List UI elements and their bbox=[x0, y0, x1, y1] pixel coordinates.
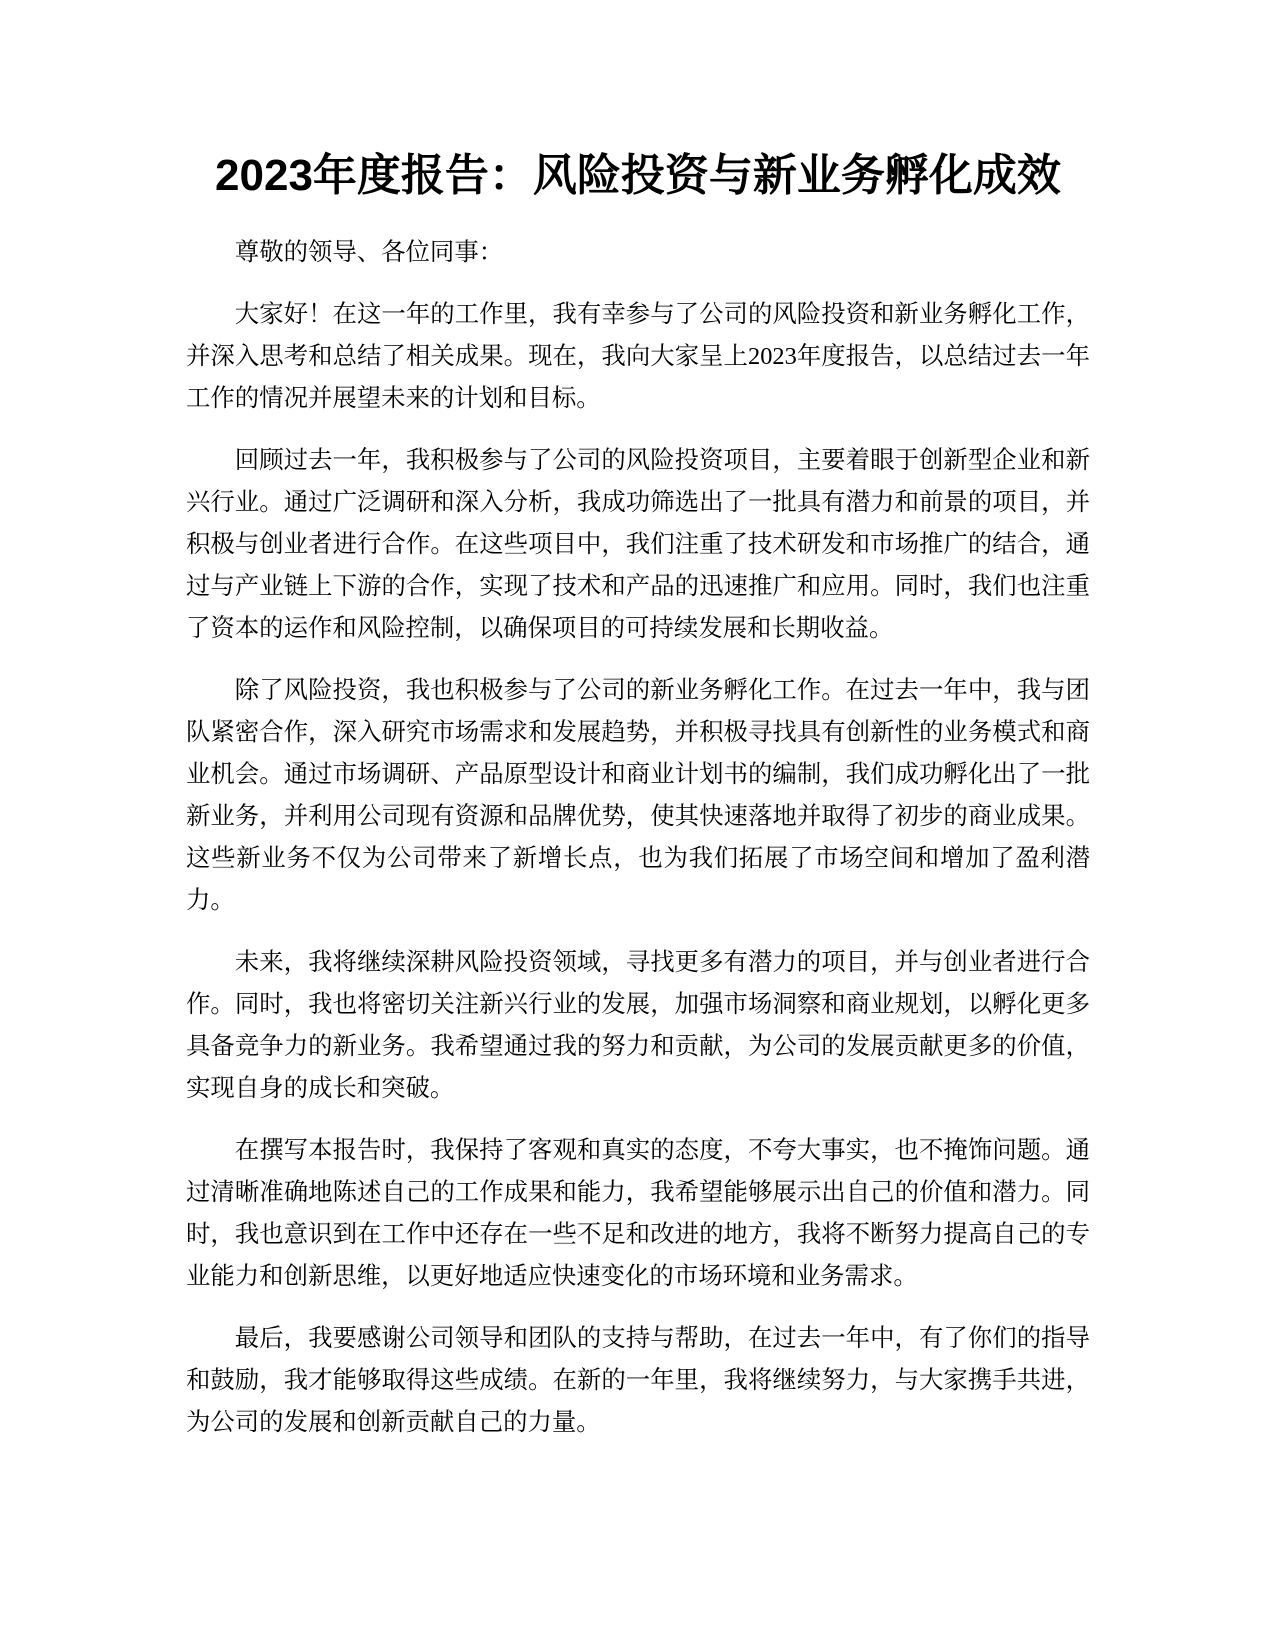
document-page bbox=[186, 148, 1090, 1464]
greeting: 尊敬的领导、各位同事： bbox=[234, 239, 504, 266]
paragraph-intro: 大家好！在这一年的工作里，我有幸参与了公司的风险投资和新业务孵化工作，并深入思考和总结了相关成果。现在，我向大家呈上2023年度报告，以总结过去一年工作的情况并展望未来的计划和目标。 bbox=[186, 301, 1090, 412]
paragraph-acknowledgements: 最后，我要感谢公司领导和团队的支持与帮助，在过去一年中，有了你们的指导和鼓励，我才能够取得这些成绩。在新的一年里，我将继续努力，与大家携手共进，为公司的发展和创新贡献自己的力量。 bbox=[186, 1325, 1090, 1436]
paragraph-self-reflection: 在撰写本报告时，我保持了客观和真实的态度，不夸大事实，也不掩饰问题。通过清晰准确地陈述自己的工作成果和能力，我希望能够展示出自己的价值和潜力。同时，我也意识到在工作中还存在一些不足和改进的地方，我将不断努力提高自己的专业能力和创新思维，以更好地适应快速变化的市场环境和业务需求。 bbox=[186, 1137, 1090, 1290]
paragraph-venture-investment: 回顾过去一年，我积极参与了公司的风险投资项目，主要着眼于创新型企业和新兴行业。通过广泛调研和深入分析，我成功筛选出了一批具有潜力和前景的项目，并积极与创业者进行合作。在这些项目中，我们注重了技术研发和市场推广的结合，通过与产业链上下游的合作，实现了技术和产品的迅速推广和应用。同时，我们也注重了资本的运作和风险控制，以确保项目的可持续发展和长期收益。 bbox=[186, 447, 1090, 642]
document-title: 2023年度报告：风险投资与新业务孵化成效 bbox=[215, 151, 1061, 200]
paragraph-business-incubation: 除了风险投资，我也积极参与了公司的新业务孵化工作。在过去一年中，我与团队紧密合作，深入研究市场需求和发展趋势，并积极寻找具有创新性的业务模式和商业机会。通过市场调研、产品原型设计和商业计划书的编制，我们成功孵化出了一批新业务，并利用公司现有资源和品牌优势，使其快速落地并取得了初步的商业成果。这些新业务不仅为公司带来了新增长点，也为我们拓展了市场空间和增加了盈利潜力。 bbox=[186, 677, 1090, 914]
paragraph-future-plans: 未来，我将继续深耕风险投资领域，寻找更多有潜力的项目，并与创业者进行合作。同时，我也将密切关注新兴行业的发展，加强市场洞察和商业规划，以孵化更多具备竞争力的新业务。我希望通过我的努力和贡献，为公司的发展贡献更多的价值，实现自身的成长和突破。 bbox=[186, 949, 1090, 1102]
